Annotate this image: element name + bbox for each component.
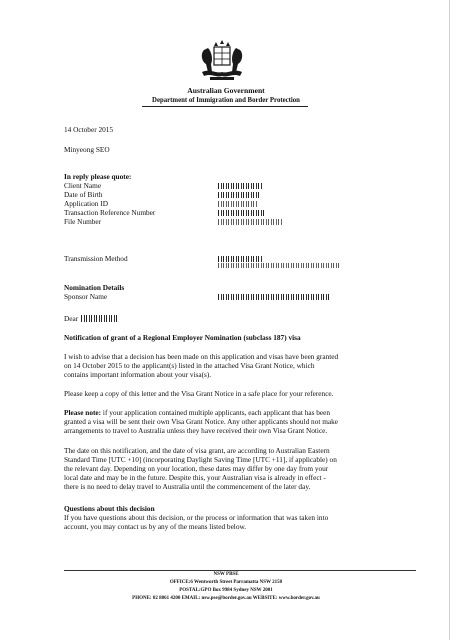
- para4-line1: The date on this notification, and the date of visa grant, are according to Australian Eastern: [64, 446, 330, 455]
- subject-line: Notification of grant of a Regional Employer Nomination (subclass 187) visa: [64, 333, 301, 342]
- redacted-client-name: [218, 183, 262, 189]
- para4-line2: Standard Time [UTC +10] (incorporating Daylight Saving Time [UTC +11], if applicable) on: [64, 455, 337, 464]
- redacted-date-of-birth: [218, 192, 260, 198]
- nomination-heading: Nomination Details: [64, 283, 125, 292]
- footer-contact: PHONE: 02 8861 4200 EMAIL: nsw.pse@border.gov.au WEBSITE: www.border.gov.au: [132, 596, 320, 601]
- salutation: Dear: [64, 314, 79, 323]
- footer-office-name: NSW PBSE: [213, 572, 239, 577]
- para5-line1: If you have questions about this decision, or the process or information that was taken into: [64, 513, 329, 522]
- questions-heading: Questions about this decision: [64, 504, 155, 513]
- footer-divider: [64, 570, 416, 571]
- redacted-addressee: [81, 315, 117, 322]
- para3-line3: arrangements to travel to Australia unless they have received their own Visa Grant Notice.: [64, 426, 328, 435]
- para1-line3: contains important information about your visa(s).: [64, 370, 212, 379]
- para3-line2: granted a visa will be sent their own Visa Grant Notice. Any other applicants should not make: [64, 417, 339, 426]
- coat-of-arms-icon: [196, 38, 248, 82]
- para1-line2: on 14 October 2015 to the applicant(s) listed in the attached Visa Grant Notice, which: [64, 361, 315, 370]
- para1-line1: I wish to advise that a decision has been made on this application and visas have been granted: [64, 352, 339, 361]
- transmission-label: Transmission Method: [64, 254, 128, 263]
- page-edge: [449, 0, 450, 640]
- para5-line2: account, you may contact us by any of the means listed below.: [64, 522, 247, 531]
- client-name-label: Client Name: [64, 181, 102, 190]
- sponsor-label: Sponsor Name: [64, 292, 108, 301]
- recipient-name: Minyeong SEO: [64, 145, 110, 154]
- para4-line4: local date and may be in the future. Despite this, your Australian visa is already in effect -: [64, 473, 326, 482]
- file-number-label: File Number: [64, 217, 102, 226]
- application-id-label: Application ID: [64, 199, 108, 208]
- government-title: Australian Government: [187, 86, 265, 95]
- redacted-file-number: [218, 219, 282, 225]
- para3-line1-text: if your application contained multiple applicants, each applicant that has been: [101, 408, 331, 417]
- date-of-birth-label: Date of Birth: [64, 190, 103, 199]
- para2: Please keep a copy of this letter and the Visa Grant Notice in a safe place for your reference.: [64, 389, 334, 398]
- please-note-label: Please note:: [64, 408, 102, 417]
- footer-office-address: OFFICE:6 Wentworth Street Parramatta NSW 2150: [169, 580, 283, 585]
- redacted-transmission-method: [218, 256, 262, 262]
- quote-heading: In reply please quote:: [64, 172, 132, 181]
- redacted-sponsor-name: [218, 294, 330, 300]
- redacted-transaction-ref: [218, 210, 264, 216]
- redacted-application-id: [218, 201, 258, 207]
- para3-line1: [64, 408, 330, 417]
- header-divider: [142, 106, 308, 107]
- footer-postal-address: POSTAL:GPO Box 9984 Sydney NSW 2001: [179, 588, 273, 593]
- para4-line3: the relevant day. Depending on your location, these dates may differ by one day from your: [64, 464, 329, 473]
- department-name: Department of Immigration and Border Protection: [152, 97, 300, 104]
- para4-line5: there is no need to delay travel to Australia until the commencement of the later day.: [64, 482, 311, 491]
- redacted-transmission-detail: [218, 263, 340, 268]
- letter-date: 14 October 2015: [64, 125, 114, 134]
- transaction-ref-label: Transaction Reference Number: [64, 208, 156, 217]
